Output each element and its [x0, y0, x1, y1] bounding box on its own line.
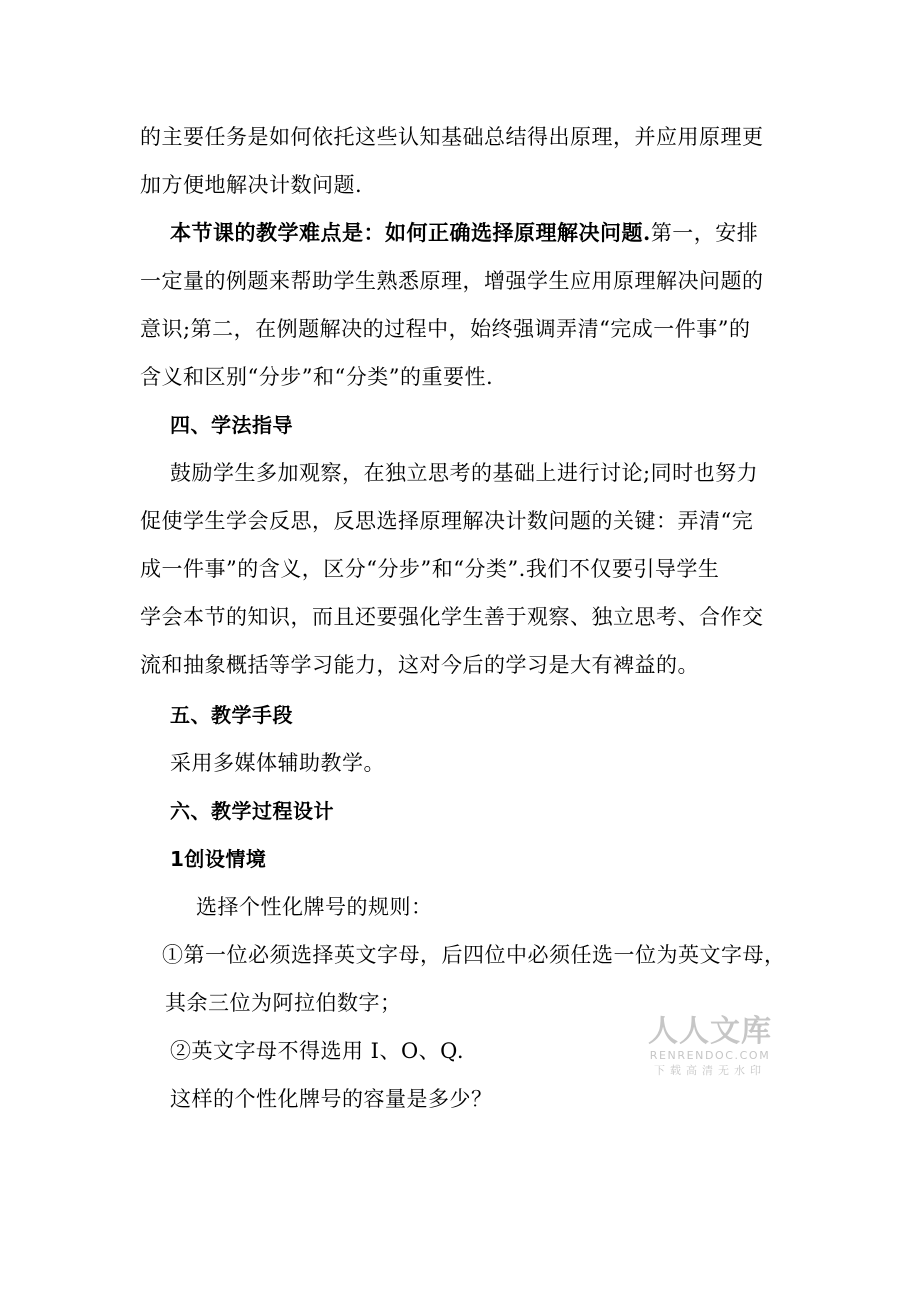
paragraph-line: 选择个性化牌号的规则：: [196, 895, 433, 919]
paragraph-line: 加方便地解决计数问题.: [140, 173, 363, 197]
paragraph-line: 含义和区别“分步”和“分类”的重要性.: [140, 365, 494, 389]
question-line: 这样的个性化牌号的容量是多少？: [170, 1087, 493, 1111]
paragraph-line: 鼓励学生多加观察，在独立思考的基础上进行讨论;同时也努力: [170, 461, 759, 485]
paragraph-line: 流和抽象概括等学习能力，这对今后的学习是大有裨益的。: [140, 653, 699, 677]
rule-item-1: ①第一位必须选择英文字母，后四位中必须任选一位为英文字母，: [162, 943, 786, 967]
section-heading-teaching-means: 五、教学手段: [170, 703, 293, 727]
watermark-title: 人人文库: [648, 1014, 772, 1049]
paragraph-line: 的主要任务是如何依托这些认知基础总结得出原理，并应用原理更: [140, 125, 764, 149]
paragraph-line: 一定量的例题来帮助学生熟悉原理，增强学生应用原理解决问题的: [140, 269, 764, 293]
paragraph-line: 成一件事”的含义，区分“分步”和“分类”.我们不仅要引导学生: [140, 557, 720, 581]
rule-item-1-continued: 其余三位为阿拉伯数字；: [165, 991, 402, 1015]
paragraph-line: 采用多媒体辅助教学。: [170, 751, 385, 775]
paragraph-line: 学会本节的知识，而且还要强化学生善于观察、独立思考、合作交: [140, 605, 764, 629]
section-heading-study-method: 四、学法指导: [170, 413, 293, 437]
section-heading-process-design: 六、教学过程设计: [170, 799, 334, 823]
paragraph-line: 意识;第二，在例题解决的过程中，始终强调弄清“完成一件事”的: [140, 317, 751, 341]
watermark-url: RENRENDOC.COM: [649, 1049, 771, 1062]
difficulty-paragraph-first-line: [170, 218, 758, 248]
difficulty-statement: 本节课的教学难点是：如何正确选择原理解决问题.: [170, 220, 651, 245]
paragraph-line: 促使学生学会反思，反思选择原理解决计数问题的关键：弄清“完: [140, 509, 754, 533]
rule-item-2: ②英文字母不得选用 I、O、Q.: [170, 1039, 465, 1063]
paragraph-text: 第一，安排: [650, 221, 759, 245]
watermark-subtitle: 下载高清无水印: [654, 1064, 766, 1077]
subsection-heading-scenario: 1创设情境: [170, 847, 267, 871]
watermark-logo: [648, 1015, 772, 1079]
